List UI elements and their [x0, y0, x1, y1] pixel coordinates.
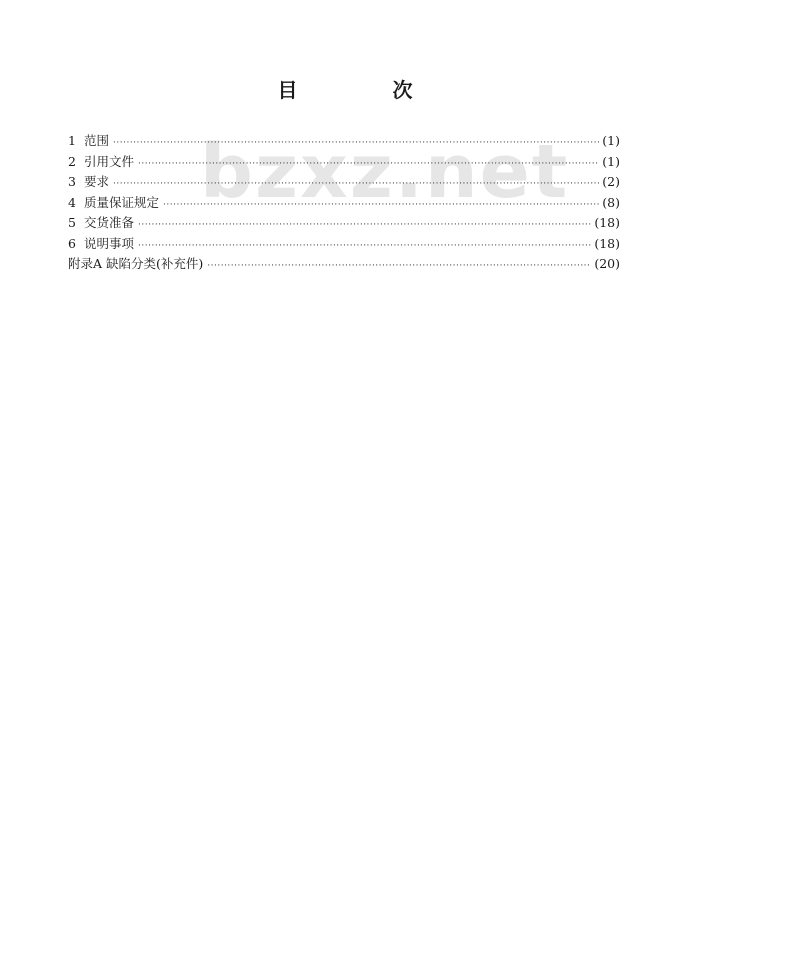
toc-entry[interactable]	[68, 152, 620, 173]
toc-entry-label: 引用文件	[84, 153, 135, 169]
toc-leader-dots	[207, 256, 591, 277]
toc-entry-appendix[interactable]	[68, 254, 620, 275]
toc-entry[interactable]	[68, 193, 620, 214]
toc-entry-number: 1	[68, 133, 76, 148]
toc-entry-label: 质量保证规定	[84, 194, 160, 210]
table-of-contents	[68, 131, 620, 275]
toc-leader-dots	[163, 195, 599, 216]
toc-entry-page: (2)	[602, 174, 620, 189]
toc-entry-number: 6	[68, 235, 76, 251]
toc-leader-dots	[138, 154, 599, 175]
toc-entry-page: (18)	[594, 235, 620, 251]
toc-entry-number: 4	[68, 194, 76, 210]
toc-entry-number: 2	[68, 153, 76, 169]
toc-entry-page: (1)	[602, 153, 620, 169]
toc-entry[interactable]	[68, 172, 620, 193]
toc-entry-page: (18)	[594, 215, 620, 230]
watermark: bzxz.net	[200, 129, 570, 215]
page-title: 目 次	[277, 78, 457, 102]
toc-entry-number: 3	[68, 174, 76, 189]
toc-entry[interactable]	[68, 234, 620, 255]
toc-leader-dots	[138, 215, 591, 236]
toc-leader-dots	[113, 174, 599, 195]
toc-entry-page: (8)	[602, 194, 620, 210]
toc-entry-page: (1)	[602, 133, 620, 148]
toc-entry-label: 要求	[84, 174, 110, 189]
toc-leader-dots	[138, 236, 591, 257]
toc-entry-label: 说明事项	[84, 235, 135, 251]
toc-leader-dots	[113, 133, 599, 154]
toc-entry[interactable]	[68, 131, 620, 152]
toc-entry-number: 5	[68, 215, 76, 230]
toc-entry[interactable]	[68, 213, 620, 234]
toc-entry-label: 范围	[84, 133, 110, 148]
toc-entry-page: (20)	[594, 256, 620, 271]
toc-entry-label: 附录A 缺陷分类(补充件)	[68, 256, 204, 271]
toc-entry-label: 交货准备	[84, 215, 135, 230]
